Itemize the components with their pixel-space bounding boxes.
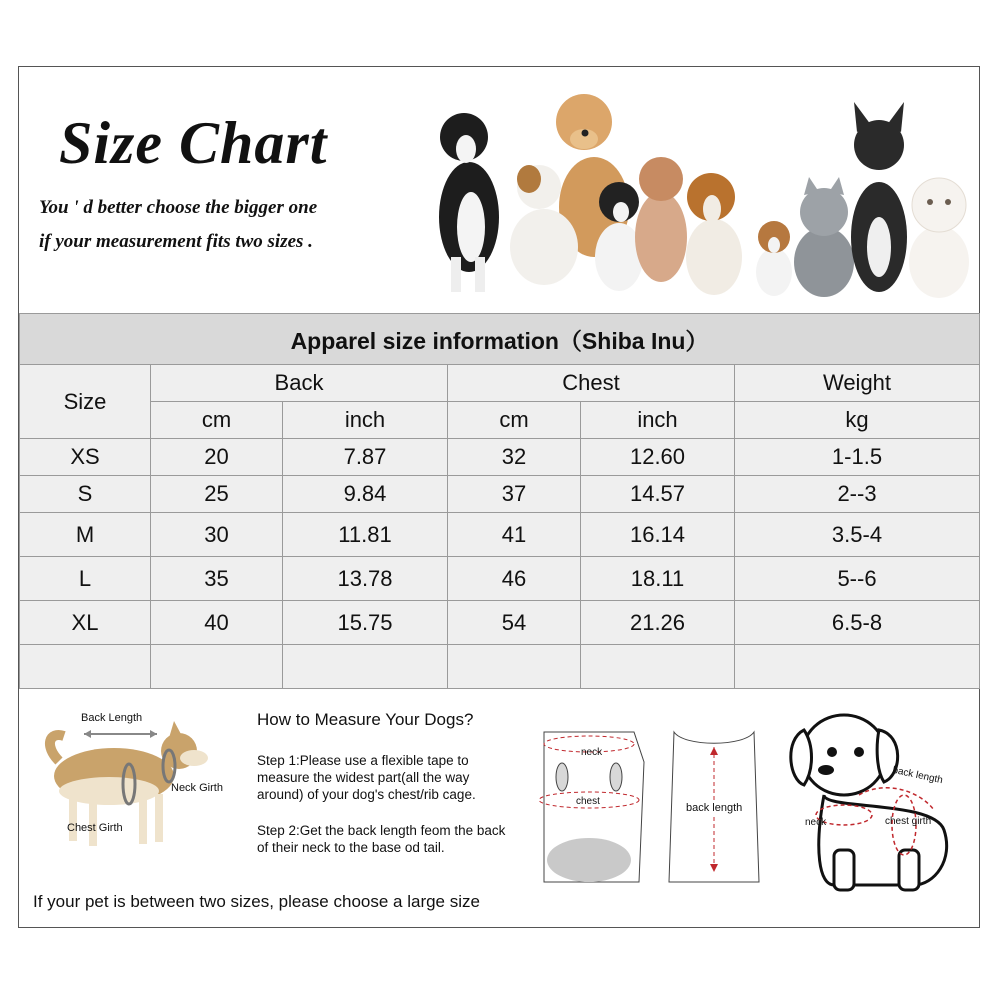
size-advice-footer: If your pet is between two sizes, please choose a large size [33,892,480,911]
measure-title: How to Measure Your Dogs? [257,710,474,729]
pets-lineup-image [429,87,979,302]
advice-line-2: if your measurement fits two sizes . [39,231,313,252]
chest-inch-cell: 14.57 [581,476,735,513]
chest-cm-cell: 46 [448,557,581,601]
chest-inch-cell: 16.14 [581,513,735,557]
french-bulldog-figure [851,102,907,292]
cartoon-chest-girth-label: chest girth [885,816,932,827]
back-cm-cell: 20 [151,439,283,476]
advice-line-1: You ' d better choose the bigger one [39,197,318,218]
unit-header: kg [735,402,980,439]
weight-cell: 3.5-4 [735,513,980,557]
size-cell: XL [20,601,151,645]
back-inch-cell: 11.81 [283,513,448,557]
empty-table-row [20,645,980,689]
table-row [20,557,980,601]
unit-header: inch [581,402,735,439]
size-cell: S [20,476,151,513]
size-column-header: Size [20,365,151,439]
chest-inch-cell: 12.60 [581,439,735,476]
unit-header: cm [448,402,581,439]
chest-group-header: Chest [448,365,735,402]
back-inch-cell: 7.87 [283,439,448,476]
vest-chest-label: chest [576,796,600,807]
measure-step-1: Step 1:Please use a flexible tape to measure the widest part(all the way around) of your dog's chest/rib cage. [257,753,476,802]
unit-header: inch [283,402,448,439]
weight-group-header: Weight [735,365,980,402]
chihuahua-figure [756,221,792,296]
size-chart-frame [18,66,980,928]
chest-inch-cell: 18.11 [581,557,735,601]
chest-inch-cell: 21.26 [581,601,735,645]
size-table [19,313,980,689]
table-row [20,439,980,476]
beagle-figure [686,173,742,295]
white-cat-figure [909,178,969,298]
table-row [20,476,980,513]
size-cell: M [20,513,151,557]
cartoon-neck-label: neck [805,817,827,828]
size-table-wrap [19,313,979,692]
chest-cm-cell: 37 [448,476,581,513]
vest-back-length-label: back length [686,802,743,814]
border-collie-figure [439,113,499,292]
measure-section [19,692,979,927]
table-row [20,601,980,645]
weight-cell: 5--6 [735,557,980,601]
back-length-label: Back Length [81,712,143,724]
chest-cm-cell: 54 [448,601,581,645]
header [19,67,979,313]
table-row [20,513,980,557]
size-cell: XS [20,439,151,476]
back-cm-cell: 30 [151,513,283,557]
cartoon-back-length-label: back length [891,764,944,787]
neck-girth-label: Neck Girth [171,782,223,794]
weight-cell: 6.5-8 [735,601,980,645]
measure-step-2: Step 2:Get the back length feom the back of their neck to the base od tail. [257,823,506,855]
unit-header: cm [151,402,283,439]
cartoon-dog-illustration [784,700,974,900]
grey-cat-figure [794,177,854,297]
pekingese-figure [635,157,687,282]
page-title: Size Chart [59,110,328,176]
weight-cell: 1-1.5 [735,439,980,476]
vest-neck-label: neck [581,747,603,758]
size-cell: L [20,557,151,601]
back-cm-cell: 35 [151,557,283,601]
back-inch-cell: 15.75 [283,601,448,645]
back-cm-cell: 25 [151,476,283,513]
back-inch-cell: 9.84 [283,476,448,513]
chest-girth-label: Chest Girth [67,822,123,834]
chest-cm-cell: 41 [448,513,581,557]
table-caption: Apparel size information（Shiba Inu） [20,314,980,365]
back-inch-cell: 13.78 [283,557,448,601]
weight-cell: 2--3 [735,476,980,513]
back-group-header: Back [151,365,448,402]
back-cm-cell: 40 [151,601,283,645]
chest-cm-cell: 32 [448,439,581,476]
